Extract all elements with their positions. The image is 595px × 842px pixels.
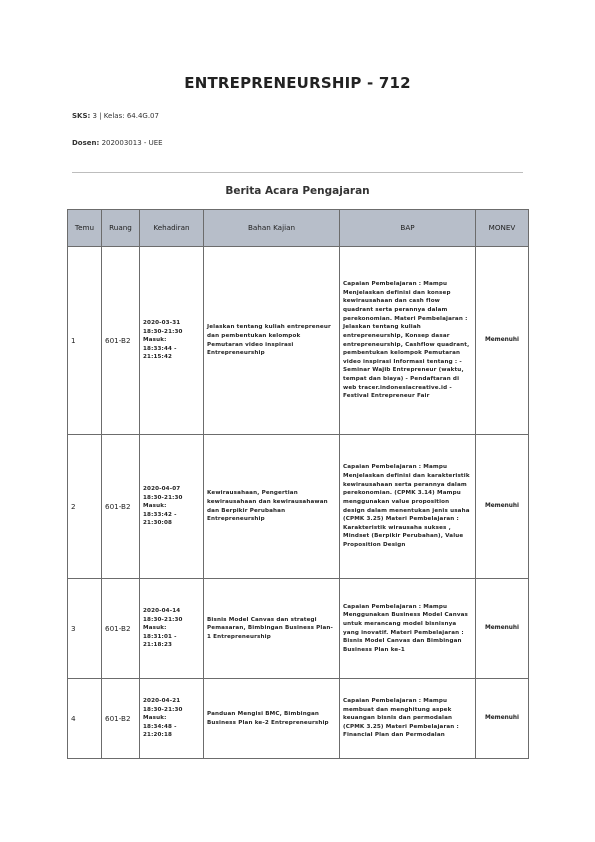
course-sks-class [72,112,159,120]
cell-bap: Capaian Pembelajaran : Mampu membuat dan menghitung aspek keuangan bisnis dan permodalan (CPMK 3.25) Materi Pembelajaran : Financial Plan dan Permodalan [340,679,476,759]
cell-bahan-kajian: Kewirausahaan, Pengertian kewirausahaan dan kewirausahawan dan Berpikir Perubahan Entrepreneurship [204,435,340,579]
table-header-row [68,210,529,247]
cell-ruang: 601-B2 [102,579,140,679]
attendance-table [67,209,529,759]
cell-temu: 1 [68,247,102,435]
header-temu: Temu [68,210,102,247]
header-bahan-kajian: Bahan Kajian [204,210,340,247]
header-kehadiran: Kehadiran [140,210,204,247]
cell-bap: Capaian Pembelajaran : Mampu Menjelaskan definisi dan karakteristik kewirausahaan serta perannya dalam perekonomian. (CPMK 3.14) Mampu menggunakan value proposition design dalam menentukan jenis usaha (CPMK 3.25) Materi Pembelajaran : Karakteristik wirausaha sukses , Mindset (Berpikir Perubahan), Value Proposition Design [340,435,476,579]
cell-bap: Capaian Pembelajaran : Mampu Menjelaskan definisi dan konsep kewirausahaan dan cash flow quadrant serta perannya dalam perekonomian. Materi Pembelajaran : Jelaskan tentang kuliah entrepreneurship, Konsep dasar entrepreneurship, Cashflow quadrant, pembentukan kelompok Pemutaran video inspirasi Informasi tentang : - Seminar Wajib Entrepreneur (waktu, tempat dan biaya) - Pendaftaran di web tracer.indonesiacreative.id - Festival Entrepreneur Fair [340,247,476,435]
cell-kehadiran: 2020-04-14 18:30-21:30 Masuk: 18:31:01 - 21:18:23 [140,579,204,679]
cell-kehadiran: 2020-04-07 18:30-21:30 Masuk: 18:33:42 - 21:30:08 [140,435,204,579]
course-title: ENTREPRENEURSHIP - 712 [184,74,411,92]
table-row [68,579,529,679]
table-row [68,435,529,579]
cell-monev: Memenuhi [476,679,529,759]
table-row [68,247,529,435]
divider [72,172,523,173]
sks-value: 3 | Kelas: 64.4G.07 [92,112,159,120]
cell-temu: 2 [68,435,102,579]
cell-kehadiran: 2020-04-21 18:30-21:30 Masuk: 18:34:48 - 21:20:18 [140,679,204,759]
cell-monev: Memenuhi [476,435,529,579]
cell-bahan-kajian: Panduan Mengisi BMC, Bimbingan Business Plan ke-2 Entrepreneurship [204,679,340,759]
cell-ruang: 601-B2 [102,247,140,435]
dosen-label: Dosen: [72,139,100,147]
cell-temu: 4 [68,679,102,759]
course-lecturer [72,139,163,147]
cell-bap: Capaian Pembelajaran : Mampu Menggunakan Business Model Canvas untuk merancang model bisnisnya yang inovatif. Materi Pembelajaran : Bisnis Model Canvas dan Bimbingan Business Plan ke-1 [340,579,476,679]
cell-ruang: 601-B2 [102,435,140,579]
cell-bahan-kajian: Bisnis Model Canvas dan strategi Pemasaran, Bimbingan Business Plan-1 Entrepreneurship [204,579,340,679]
cell-kehadiran: 2020-03-31 18:30-21:30 Masuk: 18:33:44 - 21:15:42 [140,247,204,435]
section-title: Berita Acara Pengajaran [225,185,370,197]
header-monev: MONEV [476,210,529,247]
header-bap: BAP [340,210,476,247]
table-row [68,679,529,759]
cell-bahan-kajian: Jelaskan tentang kuliah entrepreneur dan pembentukan kelompok Pemutaran video inspirasi Entrepreneurship [204,247,340,435]
cell-monev: Memenuhi [476,579,529,679]
dosen-value: 202003013 - UEE [101,139,163,147]
sks-label: SKS: [72,112,91,120]
cell-monev: Memenuhi [476,247,529,435]
cell-temu: 3 [68,579,102,679]
header-ruang: Ruang [102,210,140,247]
cell-ruang: 601-B2 [102,679,140,759]
